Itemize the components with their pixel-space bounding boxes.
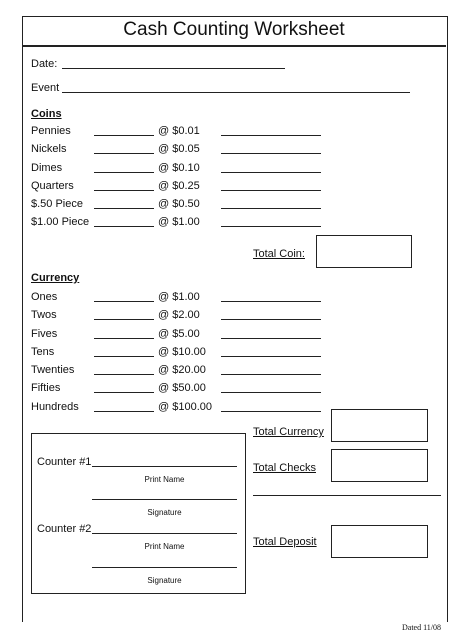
currency-rate: @ $5.00 (158, 328, 200, 340)
coin-label: $.50 Piece (31, 198, 83, 210)
counter-2-print-name-caption: Print Name (144, 542, 185, 551)
coin-rate: @ $0.01 (158, 125, 200, 137)
total-checks-label: Total Checks (253, 462, 316, 474)
coin-count-field[interactable] (94, 226, 154, 227)
currency-label: Hundreds (31, 401, 79, 413)
coin-rate: @ $0.05 (158, 143, 200, 155)
total-coin-label: Total Coin: (253, 248, 305, 260)
counter-1-signature-field[interactable] (92, 499, 237, 500)
counter-1-signature-caption: Signature (147, 508, 182, 517)
footer-date: Dated 11/08 (402, 623, 442, 632)
coin-label: Quarters (31, 180, 74, 192)
event-label: Event (31, 82, 60, 94)
total-coin-box[interactable] (316, 235, 412, 268)
date-label: Date: (31, 58, 58, 70)
coin-rate: @ $0.50 (158, 198, 200, 210)
coin-rate: @ $1.00 (158, 216, 200, 228)
coin-amount-field[interactable] (221, 135, 321, 136)
currency-rate: @ $100.00 (158, 401, 212, 413)
counter-1-label: Counter #1 (37, 456, 92, 468)
coins-heading: Coins (31, 108, 62, 120)
title-bar (22, 16, 446, 47)
coin-amount-field[interactable] (221, 226, 321, 227)
currency-amount-field[interactable] (221, 411, 321, 412)
total-deposit-label: Total Deposit (253, 536, 317, 548)
coin-count-field[interactable] (94, 172, 154, 173)
counter-1-name-field[interactable] (92, 466, 237, 467)
currency-amount-field[interactable] (221, 301, 321, 302)
checks-divider-line (253, 495, 441, 496)
coin-amount-field[interactable] (221, 153, 321, 154)
currency-count-field[interactable] (94, 356, 154, 357)
currency-count-field[interactable] (94, 319, 154, 320)
currency-count-field[interactable] (94, 374, 154, 375)
event-field[interactable] (62, 92, 410, 93)
currency-amount-field[interactable] (221, 338, 321, 339)
currency-amount-field[interactable] (221, 356, 321, 357)
coin-label: $1.00 Piece (31, 216, 90, 228)
currency-count-field[interactable] (94, 301, 154, 302)
currency-rate: @ $20.00 (158, 364, 206, 376)
coin-amount-field[interactable] (221, 172, 321, 173)
counter-2-signature-field[interactable] (92, 567, 237, 568)
currency-amount-field[interactable] (221, 319, 321, 320)
coin-rate: @ $0.25 (158, 180, 200, 192)
currency-amount-field[interactable] (221, 392, 321, 393)
counter-1-print-name-caption: Print Name (144, 475, 185, 484)
currency-rate: @ $1.00 (158, 291, 200, 303)
currency-count-field[interactable] (94, 392, 154, 393)
total-checks-box[interactable] (331, 449, 428, 482)
currency-label: Tens (31, 346, 55, 358)
coin-rate: @ $0.10 (158, 162, 200, 174)
total-currency-box[interactable] (331, 409, 428, 442)
total-currency-label: Total Currency (253, 426, 324, 438)
coin-label: Nickels (31, 143, 67, 155)
currency-label: Fifties (31, 382, 61, 394)
currency-count-field[interactable] (94, 338, 154, 339)
currency-heading: Currency (31, 272, 80, 284)
currency-count-field[interactable] (94, 411, 154, 412)
page-title: Cash Counting Worksheet (123, 19, 345, 40)
coin-amount-field[interactable] (221, 208, 321, 209)
counter-2-label: Counter #2 (37, 523, 92, 535)
currency-label: Twos (31, 309, 57, 321)
coin-count-field[interactable] (94, 190, 154, 191)
date-field[interactable] (62, 68, 285, 69)
coin-count-field[interactable] (94, 153, 154, 154)
currency-label: Fives (31, 328, 58, 340)
currency-rate: @ $50.00 (158, 382, 206, 394)
coin-count-field[interactable] (94, 135, 154, 136)
currency-amount-field[interactable] (221, 374, 321, 375)
currency-rate: @ $2.00 (158, 309, 200, 321)
currency-label: Twenties (31, 364, 75, 376)
coin-label: Dimes (31, 162, 63, 174)
coin-count-field[interactable] (94, 208, 154, 209)
currency-rate: @ $10.00 (158, 346, 206, 358)
counter-2-name-field[interactable] (92, 533, 237, 534)
currency-label: Ones (31, 291, 58, 303)
counter-2-signature-caption: Signature (147, 576, 182, 585)
coin-label: Pennies (31, 125, 71, 137)
coin-amount-field[interactable] (221, 190, 321, 191)
total-deposit-box[interactable] (331, 525, 428, 558)
